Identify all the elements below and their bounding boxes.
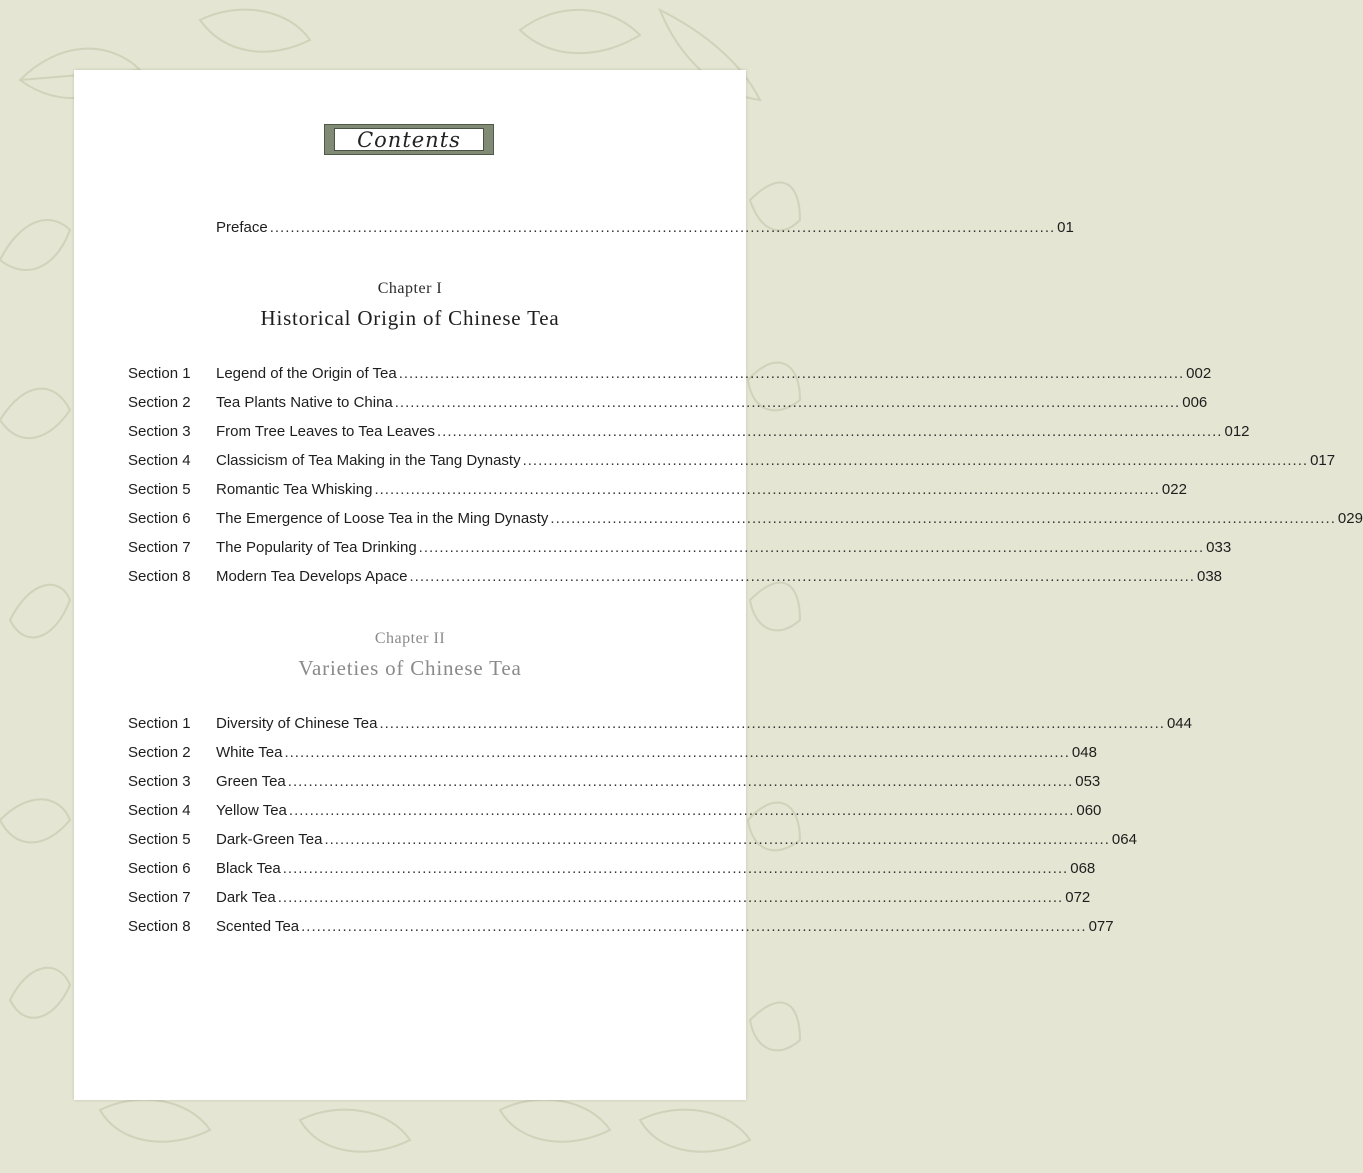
leader-dots: ........................................................................................................................................................ (409, 568, 1195, 585)
leader-dots: ........................................................................................................................................................ (374, 481, 1160, 498)
section-number: Section 4 (128, 452, 191, 469)
section-number: Section 8 (128, 568, 191, 585)
toc-entry[interactable] (216, 423, 1250, 445)
toc-entry-page: 060 (1076, 802, 1102, 819)
toc-entry-title: From Tree Leaves to Tea Leaves (216, 423, 436, 440)
toc-entry[interactable] (216, 452, 1336, 474)
chapter-label: Chapter I (377, 280, 443, 297)
leader-dots: ........................................................................................................................................................ (277, 889, 1064, 906)
toc-entry-title: The Emergence of Loose Tea in the Ming Dynasty (216, 510, 549, 527)
toc-entry-preface[interactable] (216, 219, 1074, 241)
toc-entry-page: 017 (1310, 452, 1336, 469)
toc-entry-title: Scented Tea (216, 918, 300, 935)
section-number: Section 5 (128, 481, 191, 498)
toc-entry[interactable] (216, 918, 1114, 940)
section-number: Section 7 (128, 539, 191, 556)
toc-entry-page: 053 (1075, 773, 1101, 790)
toc-entry[interactable] (216, 773, 1101, 795)
toc-entry[interactable] (216, 394, 1208, 416)
section-number: Section 5 (128, 831, 191, 848)
section-number: Section 2 (128, 394, 191, 411)
toc-entry-title: White Tea (216, 744, 283, 761)
toc-entry[interactable] (216, 831, 1137, 853)
toc-entry[interactable] (216, 860, 1096, 882)
section-number: Section 1 (128, 365, 191, 382)
contents-title-inner (334, 128, 484, 151)
toc-entry-page: 012 (1224, 423, 1250, 440)
contents-title: Contents (357, 127, 461, 152)
leader-dots: ........................................................................................................................................................ (282, 860, 1069, 877)
section-number: Section 7 (128, 889, 191, 906)
leader-dots: ........................................................................................................................................................ (394, 394, 1181, 411)
toc-entry-title: Classicism of Tea Making in the Tang Dynasty (216, 452, 521, 469)
toc-entry-page: 029 (1337, 510, 1363, 527)
toc-entry-page: 01 (1057, 219, 1074, 236)
toc-entry-page: 077 (1088, 918, 1114, 935)
toc-entry-title: Diversity of Chinese Tea (216, 715, 378, 732)
toc-entry-page: 044 (1166, 715, 1192, 732)
toc-entry-title: Modern Tea Develops Apace (216, 568, 408, 585)
section-number: Section 2 (128, 744, 191, 761)
leader-dots: ........................................................................................................................................................ (522, 452, 1309, 469)
toc-entry[interactable] (216, 568, 1223, 590)
toc-entry-title: Black Tea (216, 860, 281, 877)
toc-entry-page: 072 (1065, 889, 1091, 906)
leader-dots: ........................................................................................................................................................ (269, 219, 1056, 236)
toc-entry-title: Tea Plants Native to China (216, 394, 393, 411)
toc-entry-page: 048 (1071, 744, 1097, 761)
section-number: Section 3 (128, 423, 191, 440)
leader-dots: ........................................................................................................................................................ (398, 365, 1185, 382)
toc-entry-page: 038 (1196, 568, 1223, 585)
toc-entry-title: Dark Tea (216, 889, 276, 906)
toc-entry[interactable] (216, 715, 1192, 737)
toc-entry-title: Romantic Tea Whisking (216, 481, 373, 498)
toc-entry[interactable] (216, 481, 1187, 503)
toc-entry-title: Legend of the Origin of Tea (216, 365, 397, 382)
chapter-title: Varieties of Chinese Tea (298, 656, 522, 680)
section-number: Section 4 (128, 802, 191, 819)
leader-dots: ........................................................................................................................................................ (418, 539, 1205, 556)
leader-dots: ........................................................................................................................................................ (550, 510, 1336, 527)
toc-entry-title: Yellow Tea (216, 802, 287, 819)
chapter-title: Historical Origin of Chinese Tea (260, 306, 560, 330)
toc-entry-page: 002 (1186, 365, 1212, 382)
toc-entry[interactable] (216, 365, 1212, 387)
leader-dots: ........................................................................................................................................................ (379, 715, 1165, 732)
leader-dots: ........................................................................................................................................................ (284, 744, 1070, 761)
toc-entry[interactable] (216, 802, 1102, 824)
toc-entry-page: 064 (1111, 831, 1137, 848)
section-number: Section 8 (128, 918, 191, 935)
section-number: Section 3 (128, 773, 191, 790)
toc-entry-page: 022 (1161, 481, 1187, 498)
toc-entry-title: Dark-Green Tea (216, 831, 323, 848)
section-number: Section 1 (128, 715, 191, 732)
toc-entry-page: 006 (1182, 394, 1208, 411)
section-number: Section 6 (128, 510, 191, 527)
leader-dots: ........................................................................................................................................................ (288, 802, 1075, 819)
chapter-label: Chapter II (374, 630, 446, 647)
leader-dots: ........................................................................................................................................................ (437, 423, 1223, 440)
toc-entry-page: 033 (1206, 539, 1232, 556)
toc-entry[interactable] (216, 889, 1091, 911)
contents-title-frame (324, 124, 494, 155)
toc-entry-title: Green Tea (216, 773, 286, 790)
leader-dots: ........................................................................................................................................................ (301, 918, 1087, 935)
toc-entry-title: The Popularity of Tea Drinking (216, 539, 417, 556)
toc-entry[interactable] (216, 539, 1232, 561)
leader-dots: ........................................................................................................................................................ (287, 773, 1074, 790)
toc-entry[interactable] (216, 510, 1363, 532)
toc-entry-title: Preface (216, 219, 268, 236)
leader-dots: ........................................................................................................................................................ (324, 831, 1110, 848)
toc-entry-page: 068 (1070, 860, 1096, 877)
section-number: Section 6 (128, 860, 191, 877)
toc-entry[interactable] (216, 744, 1097, 766)
